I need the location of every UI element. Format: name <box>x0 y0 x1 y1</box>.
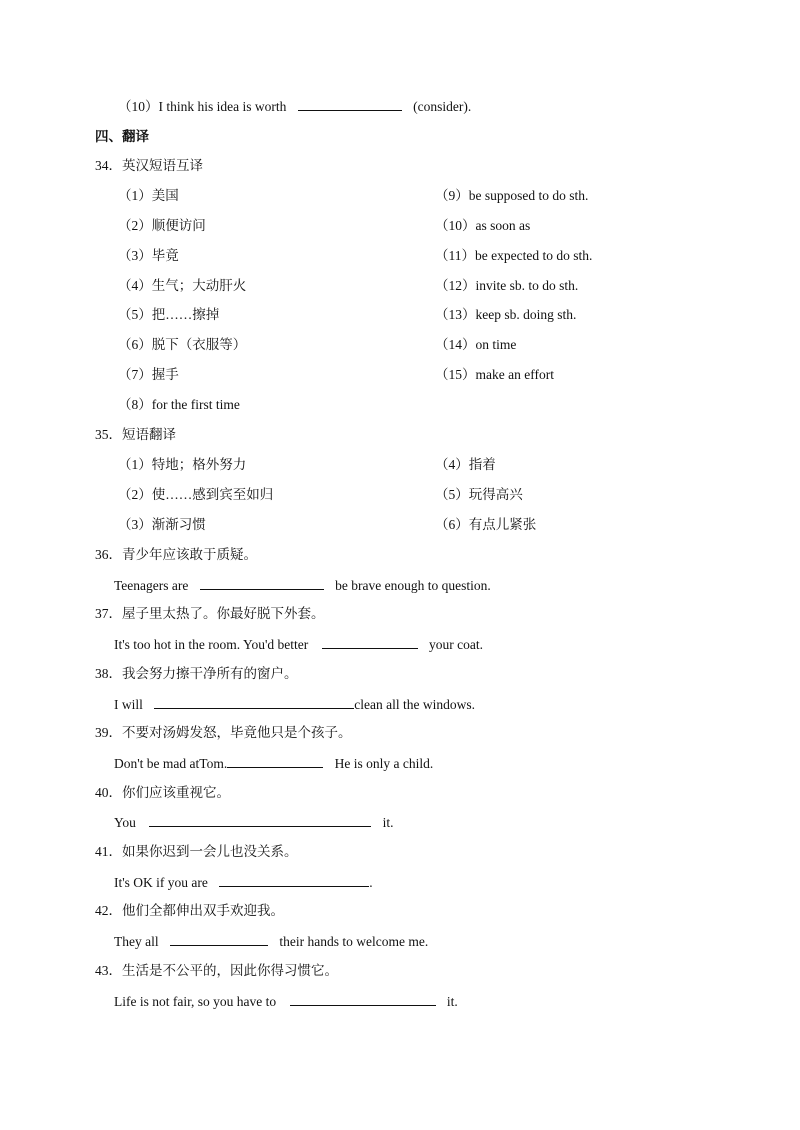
answer-blank[interactable] <box>200 576 324 590</box>
question-38: 38．我会努力擦干净所有的窗户。 <box>95 666 298 681</box>
phrase-item: （9）be supposed to do sth. <box>435 188 589 203</box>
phrase-item: （7）握手 <box>118 367 179 382</box>
item-hint: (consider). <box>413 99 472 114</box>
sentence-prefix: Teenagers are <box>114 578 189 593</box>
phrase-item: （10）as soon as <box>435 218 531 233</box>
question-34-title: 34．英汉短语互译 <box>95 158 203 173</box>
sentence-suffix: it. <box>382 815 394 830</box>
question-43: 43．生活是不公平的，因此你得习惯它。 <box>95 963 338 978</box>
sentence-prefix: It's too hot in the room. You'd better <box>114 637 309 652</box>
question-39: 39．不要对汤姆发怒，毕竟他只是个孩子。 <box>95 725 352 740</box>
sentence-suffix: . <box>369 875 373 890</box>
phrase-item: （1）特地；格外努力 <box>118 457 247 472</box>
answer-line-37 <box>114 635 483 654</box>
phrase-item: （4）指着 <box>435 457 496 472</box>
section-title: 四、翻译 <box>95 129 149 144</box>
sentence-suffix: He is only a child. <box>334 756 434 771</box>
answer-line-42 <box>114 932 428 951</box>
phrase-item: （8）for the first time <box>118 397 240 412</box>
answer-blank[interactable] <box>154 695 354 709</box>
sentence-prefix: Don't be mad atTom. <box>114 756 228 771</box>
sentence-suffix: clean all the windows. <box>354 697 475 712</box>
answer-line-41 <box>114 873 373 892</box>
phrase-item: （12）invite sb. to do sth. <box>435 278 579 293</box>
answer-blank[interactable] <box>227 754 323 768</box>
question-42: 42．他们全都伸出双手欢迎我。 <box>95 903 284 918</box>
phrase-item: （6）有点儿紧张 <box>435 517 537 532</box>
sentence-suffix: their hands to welcome me. <box>279 934 429 949</box>
phrase-item: （2）顺便访问 <box>118 218 206 233</box>
phrase-item: （3）毕竟 <box>118 248 179 263</box>
sentence-prefix: I will <box>114 697 143 712</box>
phrase-item: （6）脱下（衣服等） <box>118 337 247 352</box>
phrase-item: （11）be expected to do sth. <box>435 248 593 263</box>
answer-line-38 <box>114 695 475 714</box>
question-35-title: 35．短语翻译 <box>95 427 176 442</box>
question-37: 37．屋子里太热了。你最好脱下外套。 <box>95 606 325 621</box>
answer-blank[interactable] <box>149 813 371 827</box>
sentence-suffix: your coat. <box>428 637 483 652</box>
answer-blank[interactable] <box>322 635 418 649</box>
answer-blank[interactable] <box>290 992 436 1006</box>
phrase-item: （3）渐渐习惯 <box>118 517 206 532</box>
answer-blank[interactable] <box>170 932 268 946</box>
question-41: 41．如果你迟到一会儿也没关系。 <box>95 844 298 859</box>
sentence-suffix: it. <box>446 994 458 1009</box>
answer-line-43 <box>114 992 458 1011</box>
question-item-10 <box>118 97 471 116</box>
sentence-prefix: They all <box>114 934 159 949</box>
phrase-item: （2）使……感到宾至如归 <box>118 487 274 502</box>
answer-line-40 <box>114 813 394 832</box>
phrase-item: （15）make an effort <box>435 367 554 382</box>
sentence-suffix: be brave enough to question. <box>335 578 491 593</box>
phrase-item: （5）把……擦掉 <box>118 307 220 322</box>
phrase-item: （5）玩得高兴 <box>435 487 523 502</box>
answer-line-36 <box>114 576 491 595</box>
sentence-prefix: You <box>114 815 136 830</box>
item-text: （10）I think his idea is worth <box>118 99 287 114</box>
phrase-item: （4）生气；大动肝火 <box>118 278 247 293</box>
answer-blank[interactable] <box>298 97 402 111</box>
answer-line-39 <box>114 754 433 773</box>
question-40: 40．你们应该重视它。 <box>95 785 230 800</box>
answer-blank[interactable] <box>219 873 369 887</box>
sentence-prefix: Life is not fair, so you have to <box>114 994 277 1009</box>
phrase-item: （1）美国 <box>118 188 179 203</box>
sentence-prefix: It's OK if you are <box>114 875 208 890</box>
phrase-item: （14）on time <box>435 337 517 352</box>
phrase-item: （13）keep sb. doing sth. <box>435 307 577 322</box>
question-36: 36．青少年应该敢于质疑。 <box>95 547 257 562</box>
